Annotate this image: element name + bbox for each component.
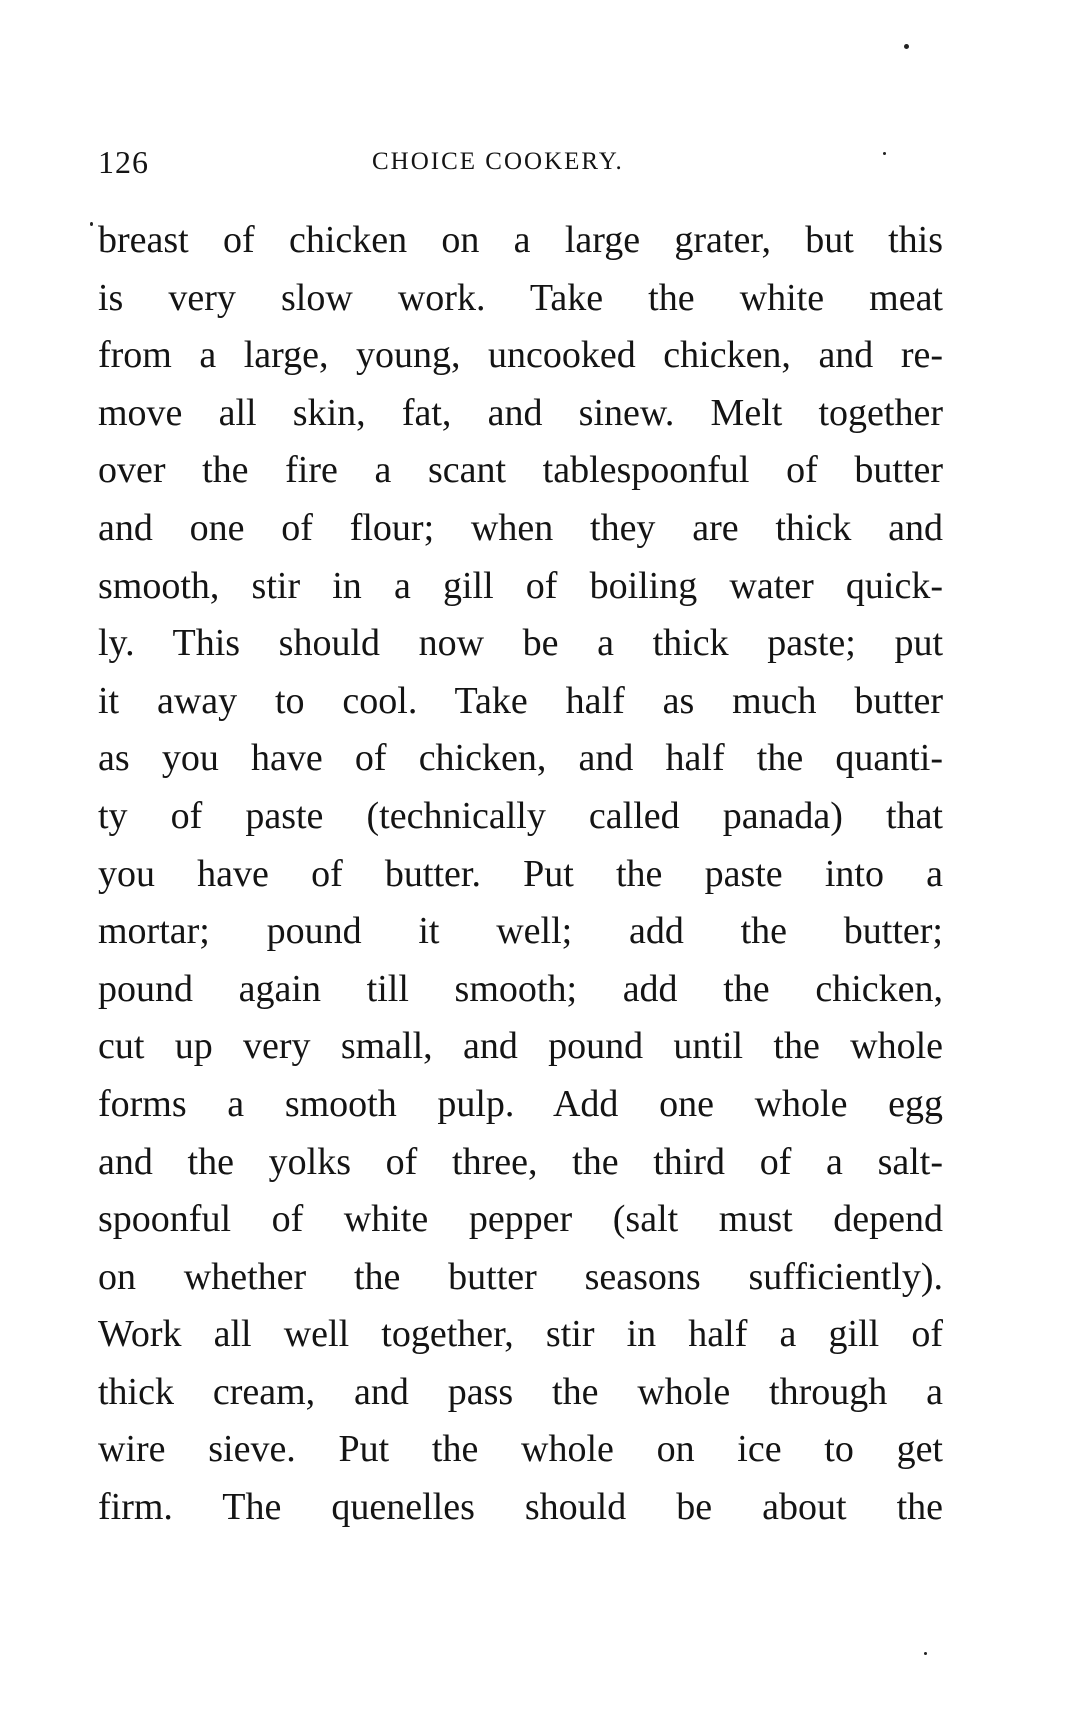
text-line: on whether the butter seasons sufficiently). — [98, 1255, 943, 1298]
text-line: cut up very small, and pound until the whole — [98, 1025, 943, 1068]
body-text — [98, 212, 943, 1537]
ink-speck — [904, 44, 909, 49]
text-line: ly. This should now be a thick paste; put — [98, 622, 943, 665]
text-line: you have of butter. Put the paste into a — [98, 852, 943, 895]
ink-speck — [924, 1652, 927, 1655]
text-line: Work all well together, stir in half a gill of — [98, 1313, 943, 1356]
text-line: over the fire a scant tablespoonful of butter — [98, 449, 943, 492]
text-line: and one of flour; when they are thick and — [98, 506, 943, 549]
text-line: spoonful of white pepper (salt must depend — [98, 1198, 943, 1241]
page-number: 126 — [98, 144, 149, 180]
text-line: thick cream, and pass the whole through a — [98, 1370, 943, 1413]
text-line: mortar; pound it well; add the butter; — [98, 910, 943, 953]
text-line: it away to cool. Take half as much butter — [98, 679, 943, 722]
running-title: CHOICE COOKERY. — [372, 148, 624, 175]
text-line: and the yolks of three, the third of a salt- — [98, 1140, 943, 1183]
page-header — [98, 140, 943, 184]
text-line: as you have of chicken, and half the quanti- — [98, 737, 943, 780]
text-line: ty of paste (technically called panada) that — [98, 794, 943, 837]
text-line: is very slow work. Take the white meat — [98, 276, 943, 319]
text-line: wire sieve. Put the whole on ice to get — [98, 1428, 943, 1471]
text-line: move all skin, fat, and sinew. Melt together — [98, 391, 943, 434]
text-line: smooth, stir in a gill of boiling water quick- — [98, 564, 943, 607]
text-line: forms a smooth pulp. Add one whole egg — [98, 1082, 943, 1125]
text-line: pound again till smooth; add the chicken, — [98, 967, 943, 1010]
text-line: from a large, young, uncooked chicken, and re- — [98, 334, 943, 377]
text-line: breast of chicken on a large grater, but this — [98, 219, 943, 261]
ink-speck — [90, 222, 93, 226]
text-line: firm. The quenelles should be about the — [98, 1486, 943, 1529]
